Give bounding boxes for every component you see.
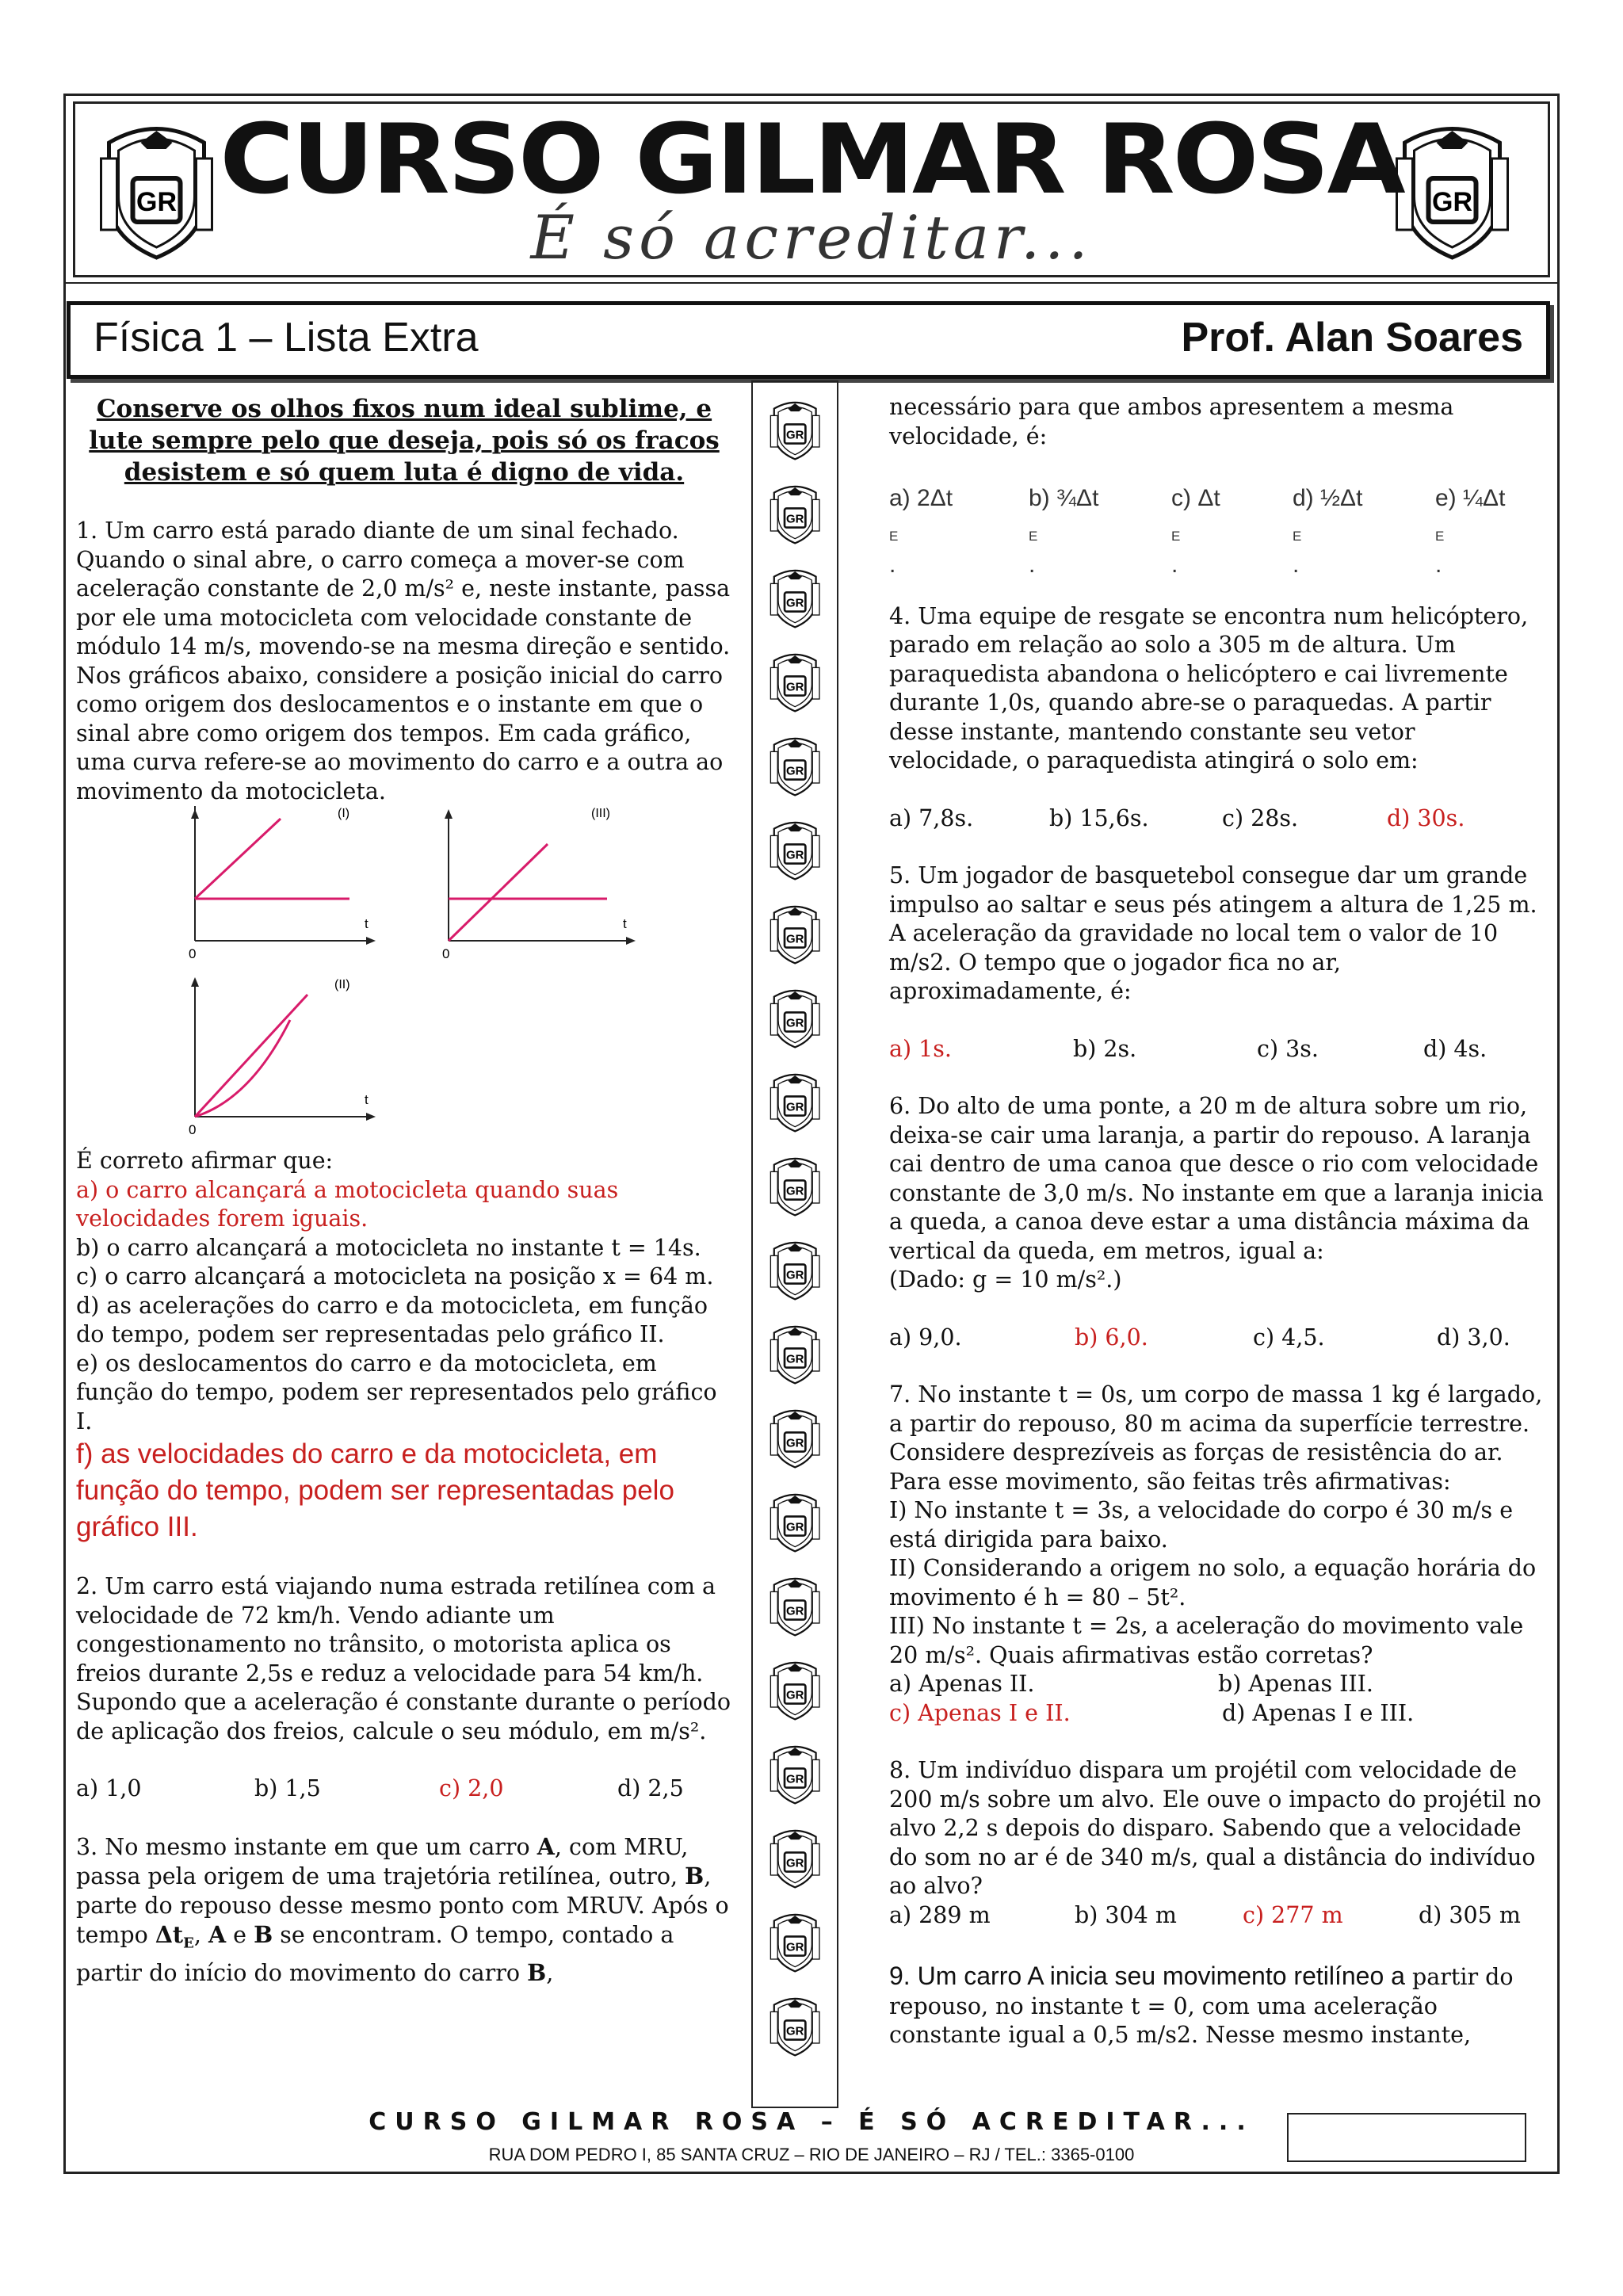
q2-option-a: a) 1,0 (76, 1775, 142, 1801)
q4-options (889, 804, 1547, 834)
q1-option-a: a) o carro alcançará a motocicleta quando suas velocidades forem iguais. (76, 1176, 619, 1232)
svg-text:GR: GR (785, 848, 804, 862)
q3-continuation: necessário para que ambos apresentem a mesma velocidade, é: (889, 394, 1454, 449)
q2-options (76, 1775, 732, 1804)
q7-text: 7. No instante t = 0s, um corpo de massa 1 kg é largado, a partir do repouso, 80 m acima da superfície terrestre. Considere desprezíveis as forças de resistência do ar. Para esse movimento, são feitas três afirmativas: (889, 1381, 1543, 1495)
brand-title: CURSO GILMAR ROSA (220, 103, 1403, 216)
crest-strip-icon (761, 390, 829, 2099)
svg-text:GR: GR (785, 1856, 804, 1870)
q5-option-d: d) 4s. (1423, 1035, 1487, 1062)
svg-text:GR: GR (785, 512, 804, 526)
graph-i (189, 806, 376, 961)
header-divider (63, 282, 1560, 284)
graph-ii-label: (II) (334, 978, 350, 991)
q1-text: 1. Um carro está parado diante de um sinal fechado. Quando o sinal abre, o carro começa a mover-se com aceleração constante de 2,0 m/s² e, neste instante, passa por ele uma motocicleta com velocidade constante de módulo 14 m/s, movendo-se na mesma direção e sentido. Nos gráficos abaixo, considere a posição inicial do carro como origem dos deslocamentos e o instante em que o sinal abre como origem dos tempos. Em cada gráfico, uma curva refere-se ao movimento do carro e a outra ao movimento da motocicleta. (76, 518, 731, 804)
teacher-name: Prof. Alan Soares (1181, 315, 1523, 361)
svg-text:t: t (365, 916, 369, 931)
svg-text:GR: GR (1432, 187, 1472, 217)
q7-statement-ii: II) Considerando a origem no solo, a equação horária do movimento é h = 80 – 5t². (889, 1555, 1537, 1610)
q6-option-b: b) 6,0. (1075, 1324, 1148, 1350)
q3-option-d: d) ½Δt $_E$ . (1293, 485, 1363, 578)
q6-given: (Dado: g = 10 m/s².) (889, 1266, 1122, 1293)
q6-option-a: a) 9,0. (889, 1324, 962, 1350)
q7-options-cd (889, 1699, 1547, 1729)
q1-graphs (76, 806, 732, 1147)
svg-text:GR: GR (785, 1184, 804, 1198)
q2-option-c: c) 2,0 (439, 1775, 504, 1801)
q3-option-c: c) Δt $_E$ . (1171, 485, 1220, 578)
q3-option-a: a) 2Δt $_E$ . (889, 485, 953, 578)
q7-option-a: a) Apenas II. (889, 1671, 1035, 1697)
svg-text:GR: GR (785, 932, 804, 946)
svg-text:GR: GR (785, 1436, 804, 1450)
graph-ii (189, 977, 376, 1137)
graph-iii (442, 807, 636, 961)
q6-options (889, 1324, 1547, 1353)
q5-options (889, 1035, 1547, 1064)
svg-text:0: 0 (189, 1122, 197, 1137)
svg-text:GR: GR (785, 428, 804, 442)
q4-option-b: b) 15,6s. (1049, 804, 1149, 831)
q7-statement-iii: III) No instante t = 2s, a aceleração do movimento vale 20 m/s². Quais afirmativas estão corretas? (889, 1613, 1524, 1668)
graph-iii-label: (III) (591, 807, 610, 820)
q8-option-c: c) 277 m (1243, 1901, 1343, 1928)
svg-text:GR: GR (785, 764, 804, 778)
svg-text:GR: GR (785, 1772, 804, 1786)
q2-text: 2. Um carro está viajando numa estrada retilínea com a velocidade de 72 km/h. Vendo adiante um congestionamento no trânsito, o motorista aplica os freios durante 2,5s e reduz a velocidade para 54 km/h. Supondo que a aceleração é constante durante o período de aplicação dos freios, calcule o seu módulo, em m/s². (76, 1573, 731, 1744)
q5-option-b: b) 2s. (1073, 1035, 1137, 1062)
q2-option-b: b) 1,5 (254, 1775, 321, 1801)
graph-i-label: (I) (338, 807, 350, 820)
q1-prompt: É correto afirmar que: (76, 1148, 334, 1174)
q4-option-d: d) 30s. (1387, 804, 1465, 831)
q4-text: 4. Uma equipe de resgate se encontra num helicóptero, parado em relação ao solo a 305 m de altura. Um paraquedista abandona o helicóptero e cai livremente durante 1,0s, quando abre-se o paraquedas. A partir desse instante, mantendo constante seu vetor velocidade, o paraquedista atingirá o solo em: (889, 602, 1529, 774)
svg-text:t: t (623, 916, 627, 931)
q3-option-b: b) ¾Δt $_E$ . (1029, 485, 1099, 578)
q1-option-f: f) as velocidades do carro e da motocicleta, em função do tempo, podem ser representadas pelo gráfico III. (76, 1438, 674, 1542)
svg-text:0: 0 (189, 946, 197, 961)
q3-options (889, 484, 1547, 580)
page-number-box (1287, 2113, 1526, 2162)
q3-option-e: e) ¼Δt $_E$ . (1435, 485, 1506, 578)
q1-option-d: d) as acelerações do carro e da motocicleta, em função do tempo, podem ser representadas pelo gráfico II. (76, 1292, 708, 1347)
q7-option-c: c) Apenas I e II. (889, 1699, 1071, 1726)
motto: Conserve os olhos fixos num ideal sublime, e lute sempre pelo que deseja, pois só os fracos desistem e só quem luta é digno de vida. (89, 395, 720, 487)
left-column (76, 393, 732, 1988)
svg-text:GR: GR (785, 680, 804, 694)
q4-option-a: a) 7,8s. (889, 804, 974, 831)
q7-option-b: b) Apenas III. (1218, 1671, 1373, 1697)
q8-option-a: a) 289 m (889, 1901, 991, 1928)
svg-text:GR: GR (785, 1604, 804, 1618)
right-column (889, 393, 1547, 2050)
q1-option-e: e) os deslocamentos do carro e da motocicleta, em função do tempo, podem ser representados pelo gráfico I. (76, 1350, 717, 1435)
q5-text: 5. Um jogador de basquetebol consegue dar um grande impulso ao saltar e seus pés atingem a altura de 1,25 m. A aceleração da gravidade no local tem o valor de 10 m/s2. O tempo que o jogador fica no ar, aproximadamente, é: (889, 862, 1537, 1004)
q6-option-c: c) 4,5. (1253, 1324, 1325, 1350)
svg-text:GR: GR (785, 596, 804, 610)
svg-text:GR: GR (785, 1100, 804, 1114)
q1-option-b: b) o carro alcançará a motocicleta no instante t = 14s. (76, 1234, 701, 1261)
q7-statement-i: I) No instante t = 3s, a velocidade do corpo é 30 m/s e está dirigida para baixo. (889, 1497, 1514, 1553)
svg-text:GR: GR (785, 1520, 804, 1534)
q8-option-d: d) 305 m (1419, 1901, 1521, 1928)
svg-text:GR: GR (785, 1688, 804, 1702)
q7-options-ab (889, 1670, 1547, 1699)
q6-text: 6. Do alto de uma ponte, a 20 m de altura sobre um rio, deixa-se cair uma laranja, a partir do repouso. A laranja cai dentro de uma canoa que desce o rio com velocidade constante de 3,0 m/s. No instante em que a laranja inicia a queda, a canoa deve estar a uma distância máxima da vertical da queda, em metros, igual a: (889, 1093, 1544, 1264)
svg-text:GR: GR (785, 1940, 804, 1954)
footer-brand: CURSO GILMAR ROSA – É SÓ ACREDITAR... (369, 2108, 1254, 2136)
svg-text:GR: GR (785, 1268, 804, 1282)
q5-option-a: a) 1s. (889, 1035, 952, 1062)
svg-text:GR: GR (136, 187, 177, 217)
svg-text:0: 0 (442, 946, 450, 961)
svg-text:GR: GR (785, 1352, 804, 1366)
q8-options (889, 1901, 1547, 1931)
q1-option-c: c) o carro alcançará a motocicleta na posição x = 64 m. (76, 1263, 714, 1289)
q6-option-d: d) 3,0. (1437, 1324, 1510, 1350)
brand-slogan: É só acreditar... (530, 202, 1093, 273)
footer-address: RUA DOM PEDRO I, 85 SANTA CRUZ – RIO DE JANEIRO – RJ / TEL.: 3365-0100 (488, 2145, 1135, 2164)
svg-text:GR: GR (785, 2024, 804, 2038)
q5-option-c: c) 3s. (1257, 1035, 1319, 1062)
q9-text: 9. Um carro A inicia seu movimento retilíneo a partir do repouso, no instante t = 0, com uma aceleração constante igual a 0,5 m/s2. Nesse mesmo instante, (889, 1962, 1514, 2048)
svg-text:GR: GR (785, 1016, 804, 1030)
q7-option-d: d) Apenas I e III. (1222, 1699, 1415, 1726)
q3-text: 3. No mesmo instante em que um carro A, com MRU, passa pela origem de uma trajetória retilínea, outro, B, parte do repouso desse mesmo ponto com MRUV. Após o tempo $\Delta t_E$, A e B se encontram. O tempo, contado a partir do início do movimento do carro B, (76, 1832, 729, 1987)
q8-text: 8. Um indivíduo dispara um projétil com velocidade de 200 m/s sobre um alvo. Ele ouve o impacto do projétil no alvo 2,2 s depois do disparo. Sabendo que a velocidade do som no ar é de 340 m/s, qual a distância do indivíduo ao alvo? (889, 1757, 1541, 1899)
q2-option-d: d) 2,5 (617, 1775, 684, 1801)
q8-option-b: b) 304 m (1075, 1901, 1177, 1928)
course-title: Física 1 – Lista Extra (94, 315, 479, 361)
svg-text:t: t (365, 1092, 369, 1107)
q4-option-c: c) 28s. (1222, 804, 1299, 831)
